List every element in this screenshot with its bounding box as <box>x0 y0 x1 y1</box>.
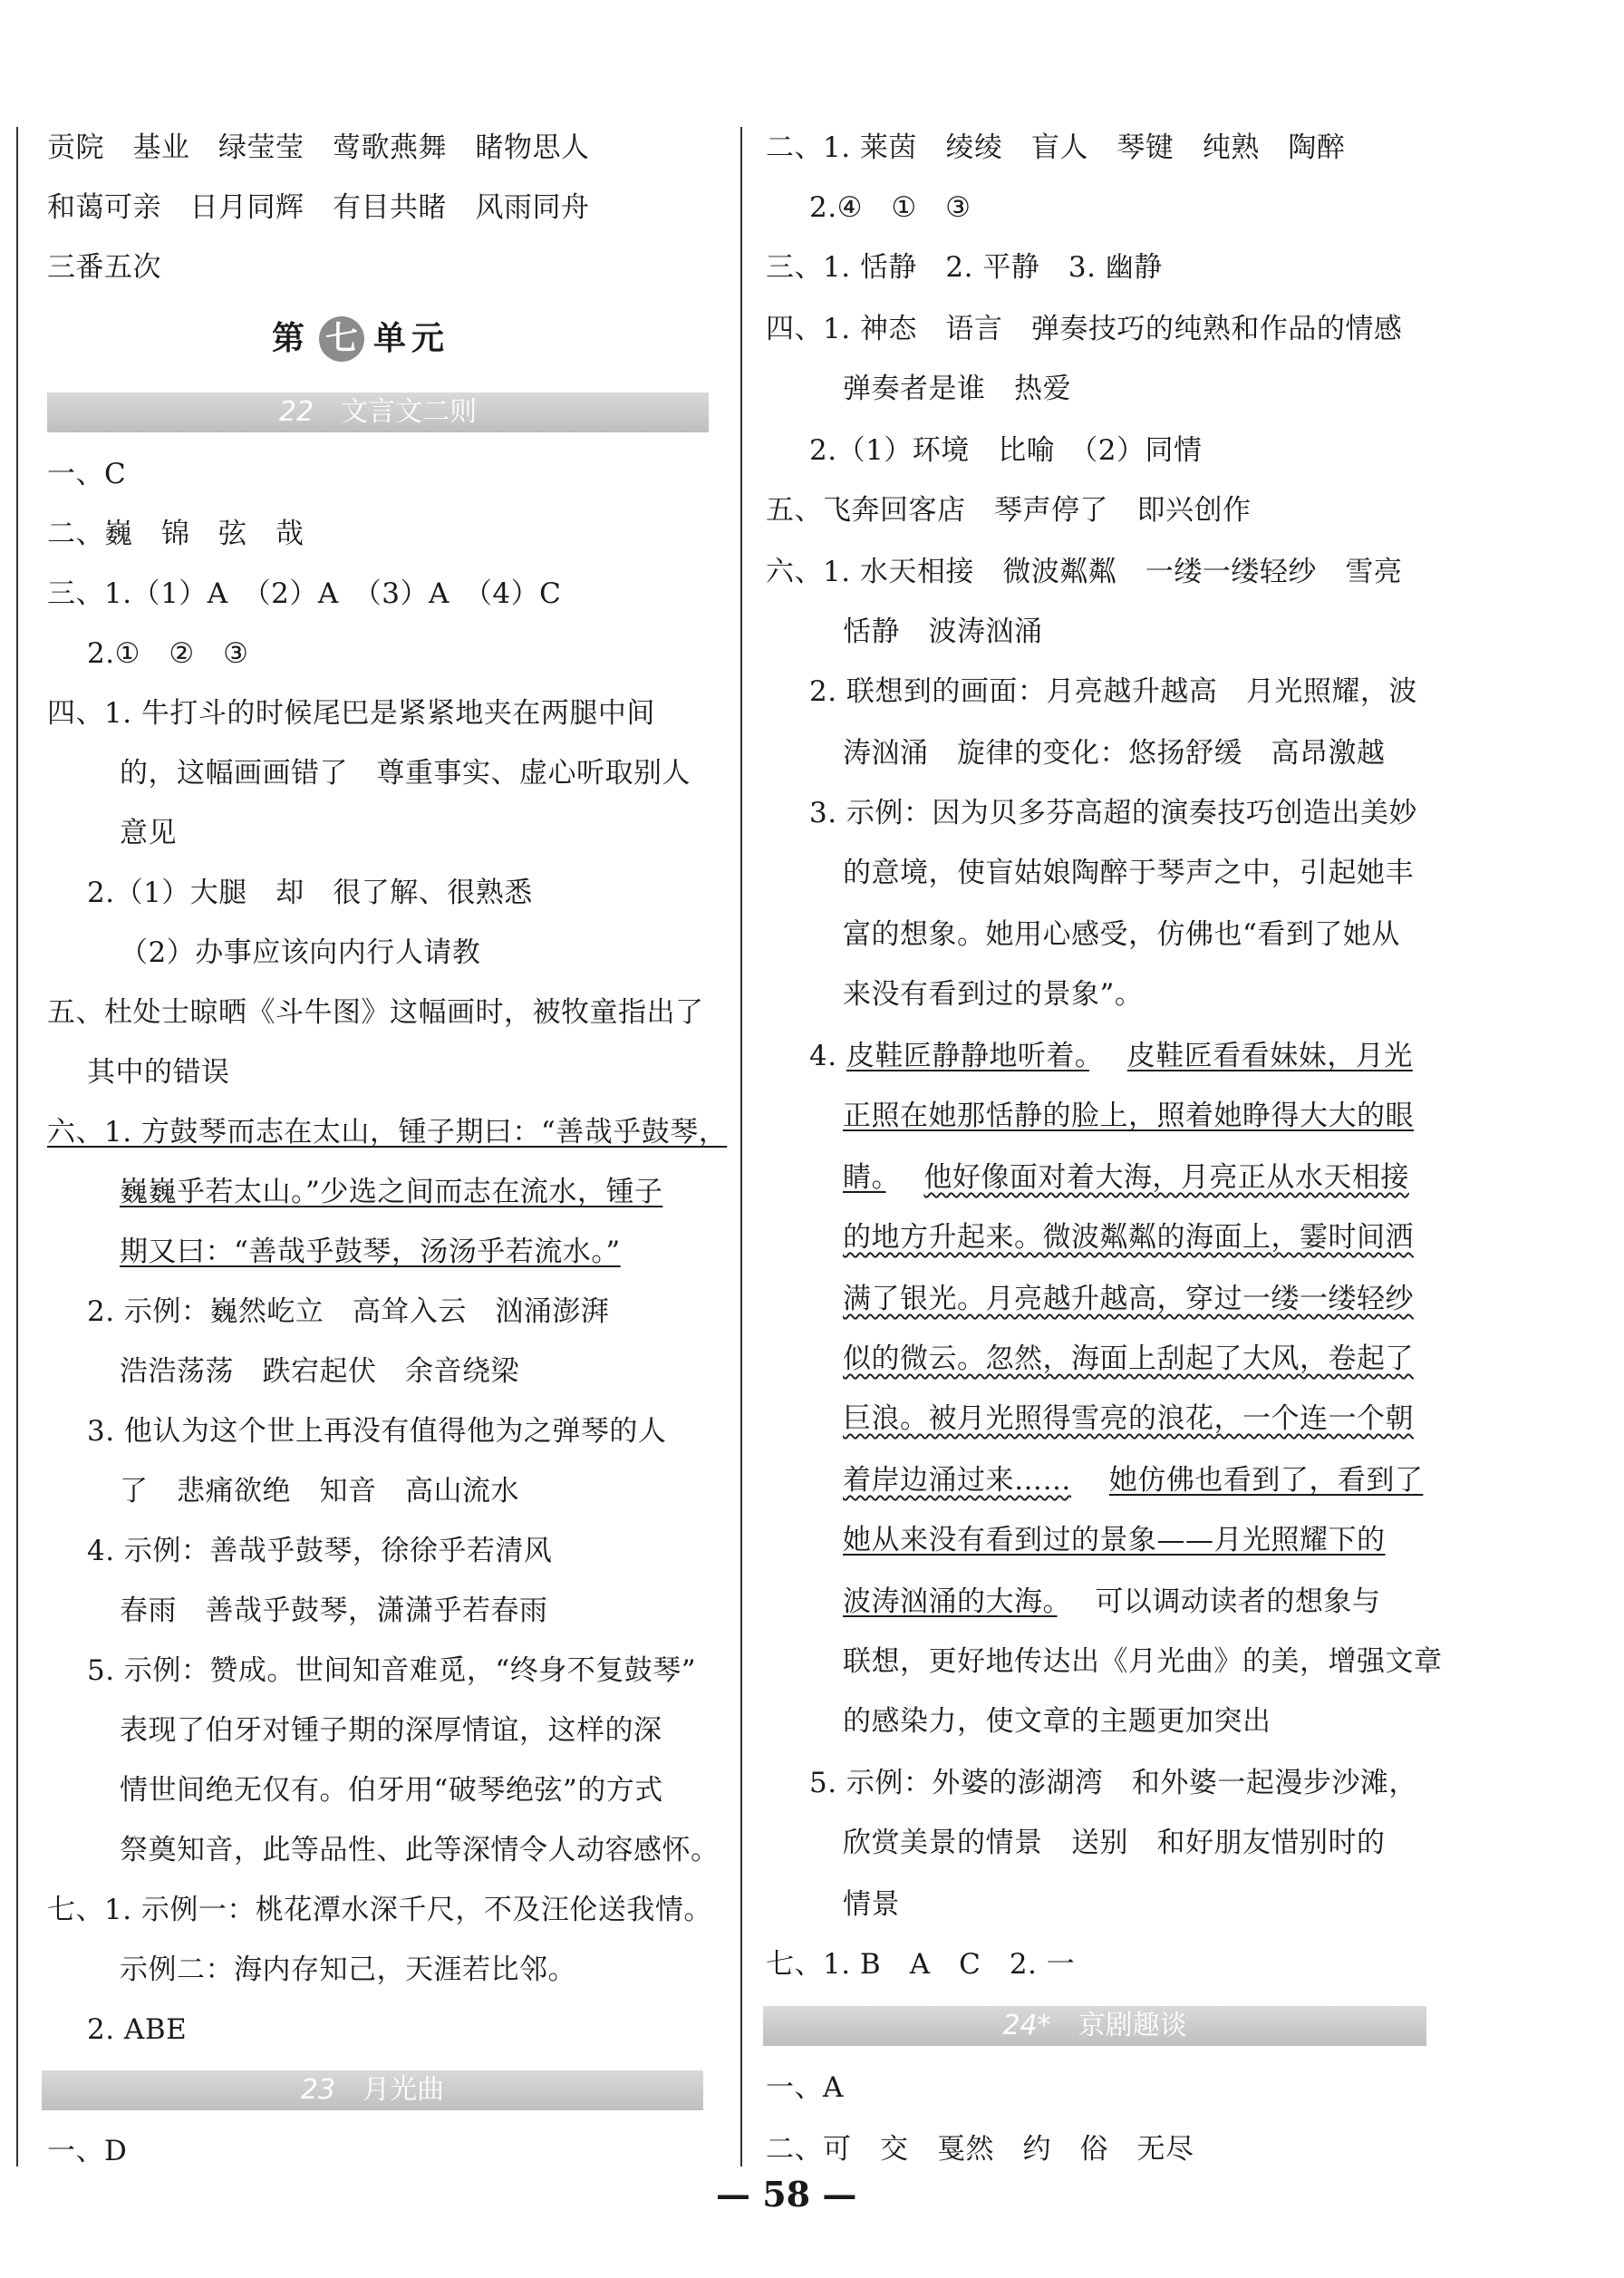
text-line-underlined <box>47 1112 727 1152</box>
unit-number-badge: 七 <box>319 316 364 362</box>
text-line: 意见 <box>120 817 177 849</box>
text-line: 5. 示例：外婆的澎湖湾 和外婆一起漫步沙滩， <box>809 1767 1417 1799</box>
text-line: 一、D <box>47 2135 128 2167</box>
text-line: 4. 示例：善哉乎鼓琴，徐徐乎若清风 <box>87 1535 553 1567</box>
text-line-underlined <box>843 1158 1409 1197</box>
underlined-sentence: 皮鞋匠看看妹妹，月光 <box>1126 1040 1413 1072</box>
text-line: 2.（1）环境 比喻 （2）同情 <box>809 434 1203 467</box>
text-line: 2.（1）大腿 却 很了解、很熟悉 <box>87 877 533 909</box>
text-line-wavy <box>843 1399 1414 1439</box>
text-line: 2. ABE <box>87 2013 188 2046</box>
text-line: 表现了伯牙对锺子期的深厚情谊，这样的深 <box>120 1714 662 1747</box>
item-number: 4. <box>809 1040 837 1072</box>
text-line: 情世间绝无仅有。伯牙用“破琴绝弦”的方式 <box>120 1774 663 1807</box>
underlined-quote: 六、1. 方鼓琴而志在太山，锺子期曰：“善哉乎鼓琴， <box>47 1116 728 1149</box>
text-line: 的意境，使盲姑娘陶醉于琴声之中，引起她丰 <box>843 857 1414 889</box>
text-line: 3. 示例：因为贝多芬高超的演奏技巧创造出美妙 <box>809 797 1417 829</box>
text-line: 恬静 波涛汹涌 <box>843 616 1043 648</box>
section-header-24 <box>763 2006 1426 2046</box>
wavy-underlined-sentence: 巨浪。被月光照得雪亮的浪花，一个连一个朝 <box>843 1402 1414 1435</box>
text-line: 2.④ ① ③ <box>809 191 972 224</box>
text-line: 联想，更好地传达出《月光曲》的美，增强文章 <box>843 1645 1443 1678</box>
text-line: 四、1. 神态 语言 弹奏技巧的纯熟和作品的情感 <box>766 313 1403 345</box>
text-line-underlined <box>843 1582 1380 1622</box>
underlined-quote: 巍巍乎若太山。”少选之间而志在流水，锺子 <box>120 1176 663 1208</box>
wavy-underlined-sentence: 的地方升起来。微波粼粼的海面上，霎时间洒 <box>843 1221 1414 1254</box>
text-line: 二、1. 莱茵 绫绫 盲人 琴键 纯熟 陶醉 <box>766 131 1346 164</box>
unit-title-suffix: 单元 <box>373 320 450 357</box>
underlined-sentence: 她仿佛也看到了，看到了 <box>1108 1464 1424 1497</box>
underlined-sentence: 睛。 <box>843 1161 886 1194</box>
text-line: 四、1. 牛打斗的时候尾巴是紧紧地夹在两腿中间 <box>47 697 655 730</box>
plain-text: 可以调动读者的想象与 <box>1095 1585 1381 1618</box>
underlined-sentence: 她从来没有看到过的景象——月光照耀下的 <box>843 1524 1386 1556</box>
section-number: 22 <box>278 396 314 428</box>
text-line: 的感染力，使文章的主题更加突出 <box>843 1705 1271 1738</box>
unit-title-prefix: 第 <box>272 320 311 357</box>
section-number: 24* <box>1002 2010 1051 2041</box>
text-line: 二、巍 锦 弦 哉 <box>47 518 304 550</box>
wavy-underlined-sentence: 着岸边涌过来…… <box>843 1464 1071 1497</box>
text-line: 情景 <box>843 1888 900 1921</box>
text-line: 一、C <box>47 458 127 490</box>
text-line: 三番五次 <box>47 251 161 284</box>
text-line-wavy <box>843 1217 1414 1257</box>
text-line: 的，这幅画画错了 尊重事实、虚心听取别人 <box>120 757 691 790</box>
text-line: 三、1. 恬静 2. 平静 3. 幽静 <box>766 251 1163 284</box>
text-line: 富的想象。她用心感受，仿佛也“看到了她从 <box>843 918 1400 951</box>
text-line: （2）办事应该向内行人请教 <box>120 936 481 969</box>
text-line-wavy <box>843 1279 1414 1319</box>
section-header-22 <box>47 393 709 432</box>
underlined-sentence: 波涛汹涌的大海。 <box>843 1585 1058 1618</box>
text-line: 2.① ② ③ <box>87 637 249 670</box>
text-line: 来没有看到过的景象”。 <box>843 978 1144 1011</box>
section-title: 文言文二则 <box>341 396 478 428</box>
section-header-23 <box>42 2070 703 2110</box>
wavy-underlined-sentence: 满了银光。月亮越升越高，穿过一缕一缕轻纱 <box>843 1283 1414 1315</box>
section-title: 京剧趣谈 <box>1078 2010 1187 2041</box>
section-title: 月光曲 <box>362 2074 445 2106</box>
section-number: 23 <box>300 2074 336 2106</box>
text-line-underlined <box>120 1172 662 1212</box>
text-line: 五、飞奔回客店 琴声停了 即兴创作 <box>766 494 1252 527</box>
underlined-sentence: 皮鞋匠静静地听着。 <box>846 1040 1089 1072</box>
text-line: 3. 他认为这个世上再没有值得他为之弹琴的人 <box>87 1415 667 1448</box>
text-line-wavy <box>843 1339 1414 1379</box>
text-line: 三、1.（1）A （2）A （3）A （4）C <box>47 577 562 610</box>
underlined-quote: 期又曰：“善哉乎鼓琴，汤汤乎若流水。” <box>120 1236 621 1268</box>
text-line: 一、A <box>766 2071 844 2104</box>
text-line-underlined <box>843 1096 1414 1136</box>
underlined-sentence: 正照在她那恬静的脸上，照着她睁得大大的眼 <box>843 1100 1414 1132</box>
text-line: 浩浩荡荡 跌宕起伏 余音绕梁 <box>120 1355 519 1388</box>
text-line: 示例二：海内存知己，天涯若比邻。 <box>120 1953 576 1986</box>
text-line: 2. 示例：巍然屹立 高耸入云 汹涌澎湃 <box>87 1295 610 1328</box>
text-line: 欣赏美景的情景 送别 和好朋友惜别时的 <box>843 1827 1386 1859</box>
text-line-underlined <box>120 1232 621 1272</box>
text-line: 五、杜处士晾晒《斗牛图》这幅画时，被牧童指出了 <box>47 996 704 1029</box>
column-divider-rule <box>740 127 742 2167</box>
left-margin-rule <box>16 127 18 2167</box>
page-number: — 58 — <box>716 2174 857 2215</box>
text-line: 七、1. B A C 2. 一 <box>766 1948 1076 1981</box>
text-line: 祭奠知音，此等品性、此等深情令人动容感怀。 <box>120 1834 720 1866</box>
text-line: 了 悲痛欲绝 知音 高山流水 <box>120 1475 519 1507</box>
text-line: 二、可 交 戛然 约 俗 无尽 <box>766 2133 1194 2166</box>
text-line: 其中的错误 <box>87 1056 230 1089</box>
text-line: 六、1. 水天相接 微波粼粼 一缕一缕轻纱 雪亮 <box>766 556 1403 588</box>
text-line: 七、1. 示例一：桃花潭水深千尺，不及汪伦送我情。 <box>47 1894 712 1926</box>
text-line-mixed <box>843 1460 1423 1500</box>
text-line: 5. 示例：赞成。世间知音难觅，“终身不复鼓琴” <box>87 1654 697 1687</box>
wavy-underlined-sentence: 似的微云。忽然，海面上刮起了大风，卷起了 <box>843 1343 1414 1375</box>
wavy-underlined-sentence: 他好像面对着大海，月亮正从水天相接 <box>923 1161 1409 1194</box>
text-line: 2. 联想到的画面：月亮越升越高 月光照耀，波 <box>809 675 1417 708</box>
text-line-underlined <box>843 1520 1386 1560</box>
unit-title <box>272 313 450 362</box>
text-line: 和蔼可亲 日月同辉 有目共睹 风雨同舟 <box>47 191 590 224</box>
text-line: 贡院 基业 绿莹莹 莺歌燕舞 睹物思人 <box>47 131 590 164</box>
text-line: 春雨 善哉乎鼓琴，潇潇乎若春雨 <box>120 1595 548 1627</box>
text-line-underlined <box>809 1036 1413 1076</box>
text-line: 涛汹涌 旋律的变化：悠扬舒缓 高昂激越 <box>843 737 1386 770</box>
text-line: 弹奏者是谁 热爱 <box>843 373 1071 405</box>
